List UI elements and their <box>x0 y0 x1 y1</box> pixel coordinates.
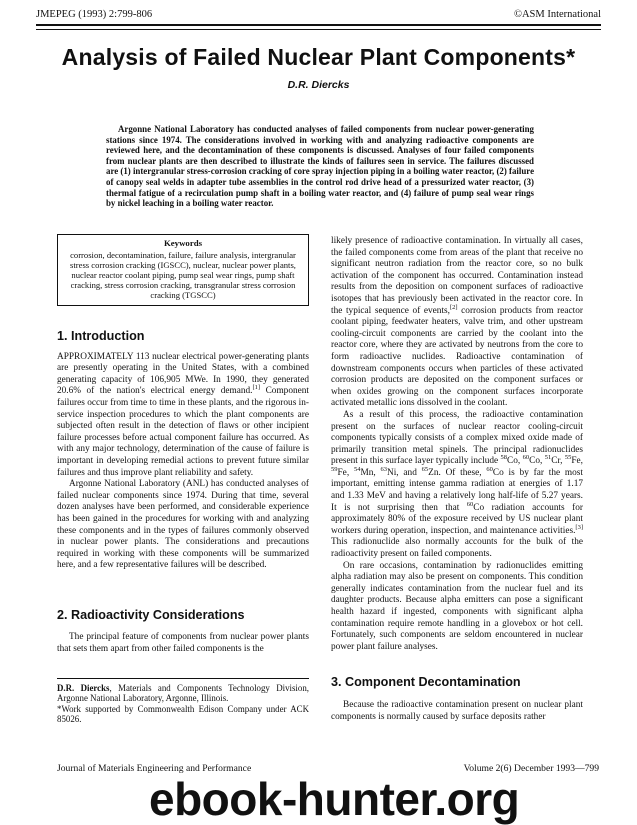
header-rule-thick <box>36 24 601 26</box>
decontamination-paragraph-1: Because the radioactive contamination present on nuclear plant components is normally caused by surface deposits rather <box>331 699 583 722</box>
footnotes <box>57 678 309 725</box>
journal-reference: JMEPEG (1993) 2:799-806 <box>36 9 153 20</box>
intro-paragraph-1: APPROXIMATELY 113 nuclear electrical power-generating plants are presently operating in the United States, with a combined generating capacity of 106,905 MWe. In 1990, they generated 20.6% of the nation's electrical energy demand.[1] Component failures occur from time to time in these plants, and the rigorous in-service inspection procedures to which the plant components are subjected often result in the detection of flaws or other incipient failure processes before actual component failure has occurred. As with any major technology, determination of the cause of failure is important in developing remedial actions to prevent future similar failures and thus improve plant reliability and safety. <box>57 351 309 478</box>
right-column <box>331 236 583 723</box>
author-footnote: D.R. Diercks, Materials and Components Technology Division, Argonne National Laboratory, Argonne, Illinois. <box>57 682 309 704</box>
footer-journal-name: Journal of Materials Engineering and Performance <box>57 763 252 774</box>
keywords-box <box>57 234 309 306</box>
radionuclide-paragraph: As a result of this process, the radioactive contamination present on the surfaces of nuclear reactor cooling-circuit components typically consists of a complex mixed oxide made of primarily transition metal spinels. The principal radionuclides present in this surface layer typically include $^{58}$Co, $^{60}$Co, $^{51}$Cr, $^{55}$Fe, $^{59}$Fe, $^{54}$Mn, $^{63}$Ni, and $^{65}$Zn. Of these, $^{60}$Co is by far the most important, emitting intense gamma radiation at energies of 1.17 and 1.33 MeV and having a relatively long half-life of 5.27 years. It is not surprising then that $^{60}$Co radiation accounts for approximately 80% of the exposure received by US nuclear plant workers during operation, inspection, and maintenance activities.[3] This radionuclide also normally accounts for the bulk of the radioactivity present on failed components. <box>331 409 584 560</box>
section-heading-introduction: 1. Introduction <box>57 329 145 343</box>
radioactivity-paragraph-continued: likely presence of radioactive contamination. In virtually all cases, the failed components come from areas of the plant that receive no significant neutron radiation from the reactor core, so no bulk activation of the component has occurred. Contamination instead results from the deposition on component surfaces of radioactive isotopes that has previously been activated in the reactor core. In the typical sequence of events,[2] corrosion products from reactor coolant piping, feedwater heaters, valve trim, and other upstream cooling-circuit components are carried by the coolant into the reactor core, where they are activated by neutrons from the core to form radioactive nuclides. Radioactive contamination of downstream components occurs when particles of these activated corrosion products are deposited on the component surfaces or when oxides growing on the component surfaces incorporate activated metallic ions dissolved in the coolant. <box>331 236 583 409</box>
alpha-contamination-paragraph: On rare occasions, contamination by radionuclides emitting alpha radiation may also be present on components. This condition generally indicates contamination from the nuclear fuel and its daughter products. Because alpha emitters can pose a significant health hazard if ingested, components with significant alpha contamination require remote handling in a glovebox or hot cell. Fortunately, such components are seldom encountered in nuclear power plant failure analyses. <box>331 560 583 652</box>
article-title: Analysis of Failed Nuclear Plant Components* <box>61 44 576 70</box>
support-footnote: *Work supported by Commonwealth Edison Company under ACK 85026. <box>57 703 309 725</box>
footer-volume-page: Volume 2(6) December 1993—799 <box>463 763 599 774</box>
keywords-list: corrosion, decontamination, failure, failure analysis, intergranular stress corrosion cracking (IGSCC), nuclear, nuclear power plants, nuclear reactor coolant piping, pump seal wear rings, pump shaft cracking, stress corrosion cracking, transgranular stress corrosion cracking (TGSCC) <box>70 250 296 300</box>
publisher-label: ©ASM International <box>513 9 601 20</box>
section-heading-decontamination: 3. Component Decontamination <box>331 675 521 690</box>
article-author: D.R. Diercks <box>287 79 350 91</box>
watermark-logo: ebook-hunter.org <box>149 773 520 825</box>
radioactivity-paragraph-1: The principal feature of components from nuclear power plants that sets them apart from other failed components is the <box>57 632 309 655</box>
abstract: Argonne National Laboratory has conducted analyses of failed components from nuclear power-generating stations since 1974. The considerations involved in working with and analyzing radioactive components are reviewed here, and the decontamination of these components is discussed. Analyses of four failed components from nuclear plants are then described to illustrate the kinds of failures seen in service. The failures discussed are (1) intergranular stress-corrosion cracking of core spray injection piping in a boiling water reactor, (2) failure of canopy seal welds in adapter tube assemblies in the control rod drive head of a pressurized water reactor, (3) thermal fatigue of a recirculation pump shaft in a boiling water reactor, and (4) failure of pump seal wear rings by nickel leaching in a boiling water reactor. <box>106 124 535 209</box>
left-column <box>57 232 309 725</box>
header-rule-thin <box>36 29 601 30</box>
intro-paragraph-2: Argonne National Laboratory (ANL) has conducted analyses of failed nuclear components since 1974. During that time, several dozen analyses have been performed, and considerable experience has been gained in the procedures for working with and analyzing these components and in the types of failures commonly observed in nuclear power plants. The considerations and precautions required in working with these components will be summarized here, and a few representative failures will be described. <box>57 479 309 571</box>
section-heading-radioactivity: 2. Radioactivity Considerations <box>57 607 245 622</box>
citation-ref: [1] <box>252 384 261 392</box>
keywords-title: Keywords <box>163 238 203 248</box>
